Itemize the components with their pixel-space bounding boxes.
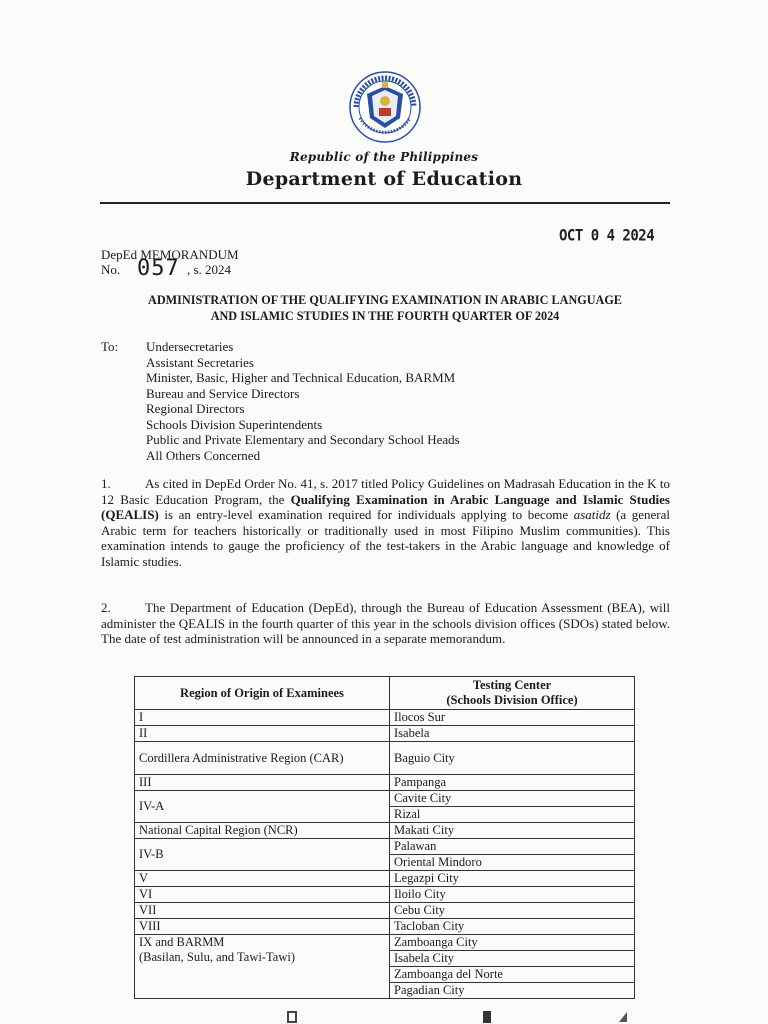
region-cell: V [135,871,390,887]
memo-series: , s. 2024 [187,262,232,277]
memo-subject [100,292,670,324]
center-cell: Makati City [390,823,635,839]
table-row [135,919,635,935]
deped-seal [348,70,422,144]
recipient: Minister, Basic, Higher and Technical Education, BARMM [146,370,456,385]
center-cell: Iloilo City [390,887,635,903]
table-row [135,935,635,951]
memo-label: DepEd MEMORANDUM [101,247,239,262]
region-cell: Cordillera Administrative Region (CAR) [135,742,390,775]
center-cell: Isabela City [390,951,635,967]
center-cell: Pagadian City [390,983,635,999]
paragraph-text: The Department of Education (DepEd), through the Bureau of Education Assessment (BEA), will administer the QEALIS in the fourth quarter of this year in the schools division offices (SDOs) stated below. The date of test administration will be announced in a separate memorandum. [101,600,670,646]
region-line: IX and BARMM [139,935,225,949]
to-label: To: [101,339,119,354]
center-cell: Legazpi City [390,871,635,887]
center-cell: Pampanga [390,775,635,791]
recipient: Bureau and Service Directors [146,385,300,401]
center-header-line: (Schools Division Office) [446,693,578,707]
recipient: Public and Private Elementary and Secondary School Heads [146,432,460,447]
region-cell: National Capital Region (NCR) [135,823,390,839]
footer-icon [617,1010,629,1024]
region-line: (Basilan, Sulu, and Tawi-Tawi) [139,950,295,964]
center-cell: Isabela [390,726,635,742]
table-row [135,775,635,791]
region-cell: I [135,710,390,726]
table-row [135,903,635,919]
table-row [135,871,635,887]
center-cell: Palawan [390,839,635,855]
center-cell: Oriental Mindoro [390,855,635,871]
paragraph-text: (a general Arabic term for teachers historically or traditionally used in most Filipino Muslim communities). This examination intends to gauge the proficiency of the test-takers in the Arabic language and knowledge of Islamic studies. [101,507,670,569]
region-cell: VI [135,887,390,903]
center-cell: Rizal [390,807,635,823]
recipient: Schools Division Superintendents [146,416,323,432]
testing-center-table [134,676,635,999]
paragraph-text: As cited in DepEd Order No. 41, s. 2017 titled Policy Guidelines on Madrasah Education in the K to 12 Basic Education Program, the [101,476,670,507]
recipient: Assistant Secretaries [146,354,254,370]
region-cell: VIII [135,919,390,935]
region-cell: II [135,726,390,742]
republic-heading: Republic of the Philippines [289,150,479,164]
table-row [135,710,635,726]
region-cell [135,935,390,999]
center-cell: Cebu City [390,903,635,919]
recipient: Undersecretaries [146,339,234,354]
region-cell: III [135,775,390,791]
footer-icon [286,1010,298,1024]
footer-icon [481,1010,493,1024]
paragraph-text: is an entry-level examination required for individuals applying to become [158,507,574,522]
table-row [135,791,635,807]
table-row [135,742,635,775]
paragraph-bold-text: Qualifying Examination in Arabic Language and Islamic Studies (QEALIS) [101,491,670,522]
subject-line-2: AND ISLAMIC STUDIES IN THE FOURTH QUARTER OF 2024 [210,309,560,323]
table-row [135,887,635,903]
table-row [135,726,635,742]
column-header-center [390,677,635,710]
paragraph-italic-text: asatidz [573,507,611,522]
region-cell: IV-B [135,839,390,871]
table-header-row [135,677,635,710]
subject-line-1: ADMINISTRATION OF THE QUALIFYING EXAMINATION IN ARABIC LANGUAGE [148,293,622,307]
department-heading: Department of Education [245,168,523,190]
center-cell: Zamboanga del Norte [390,967,635,983]
center-header-line: Testing Center [472,678,552,692]
header-rule [100,202,670,204]
paragraph-2 [101,600,670,647]
paragraph-1 [101,476,670,569]
center-cell: Tacloban City [390,919,635,935]
recipient: All Others Concerned [146,447,261,463]
center-cell: Baguio City [390,742,635,775]
center-cell: Ilocos Sur [390,710,635,726]
column-header-region: Region of Origin of Examinees [135,677,390,710]
center-cell: Cavite City [390,791,635,807]
paragraph-number: 2. [101,600,111,615]
region-cell: VII [135,903,390,919]
recipient: Regional Directors [146,401,245,416]
date-stamp: OCT 0 4 2024 [559,226,655,246]
table-row [135,823,635,839]
memo-number: 057 [137,256,180,281]
recipient-list [146,339,460,463]
center-cell: Zamboanga City [390,935,635,951]
memo-no-label: No. [101,262,121,277]
table-row [135,839,635,855]
paragraph-number: 1. [101,476,111,491]
region-cell: IV-A [135,791,390,823]
